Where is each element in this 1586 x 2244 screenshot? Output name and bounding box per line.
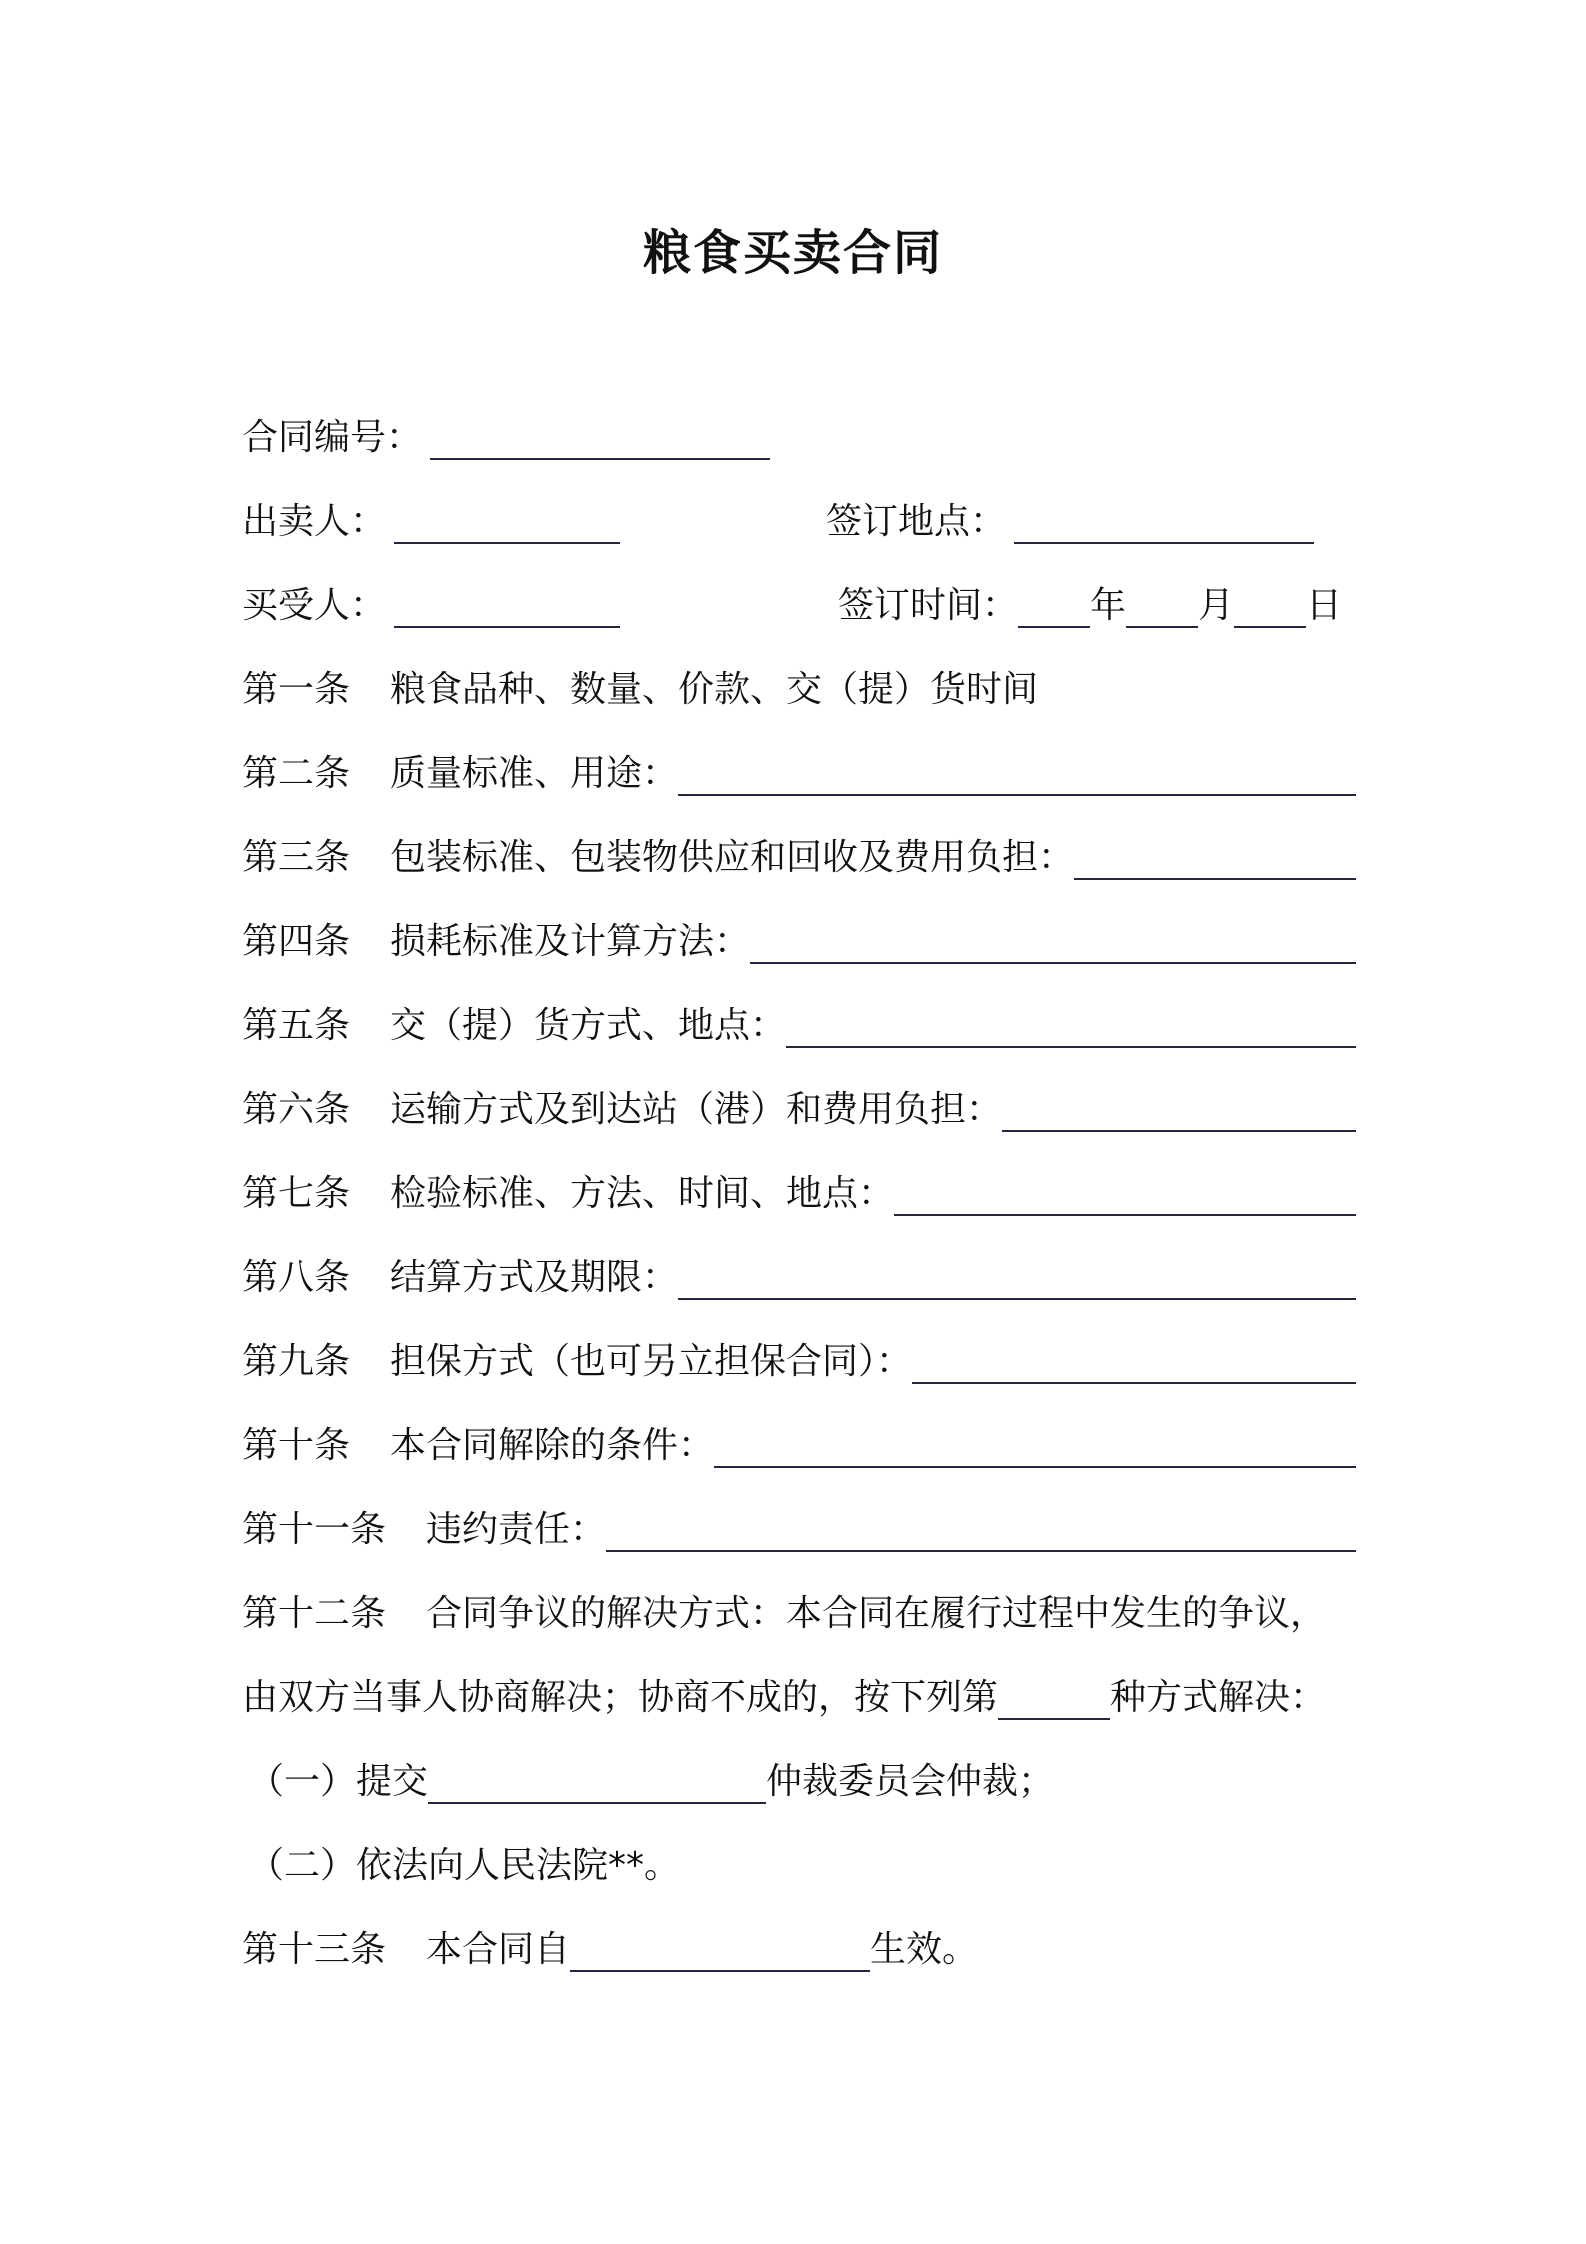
article-text: 运输方式及到达站（港）和费用负担： (390, 1089, 1003, 1130)
article-number: 第七条 (242, 1173, 351, 1214)
seller-field[interactable] (394, 500, 620, 544)
article-3 (242, 828, 1356, 888)
year-label: 年 (1090, 585, 1127, 626)
article-number: 第四条 (242, 921, 351, 962)
page-title: 粮食买卖合同 (642, 225, 943, 281)
article-2 (242, 744, 1356, 804)
sign-place-row (826, 492, 1314, 552)
article-7-field[interactable] (894, 1172, 1356, 1216)
article-number: 第三条 (242, 837, 351, 878)
article-3-field[interactable] (1074, 836, 1356, 880)
sign-month-field[interactable] (1126, 584, 1198, 628)
dispute-method-field[interactable] (998, 1676, 1110, 1720)
article-number: 第十三条 (242, 1929, 387, 1970)
sign-place-field[interactable] (1014, 500, 1314, 544)
article-12-option-1 (248, 1752, 1356, 1812)
article-11 (242, 1500, 1356, 1560)
article-12 (242, 1584, 1356, 1644)
arbitration-committee-field[interactable] (428, 1760, 766, 1804)
article-text: 违约责任： (426, 1509, 607, 1550)
month-label: 月 (1198, 585, 1235, 626)
article-number: 第五条 (242, 1005, 351, 1046)
article-number: 第十条 (242, 1425, 351, 1466)
article-12-option-2 (248, 1836, 1356, 1896)
article-text: 本合同自 (426, 1929, 571, 1970)
article-5-field[interactable] (786, 1004, 1356, 1048)
article-text: 质量标准、用途： (390, 753, 679, 794)
article-12-line-2 (242, 1668, 1356, 1728)
sign-year-field[interactable] (1018, 584, 1090, 628)
article-9-field[interactable] (912, 1340, 1356, 1384)
effective-date-field[interactable] (570, 1928, 870, 1972)
article-4 (242, 912, 1356, 972)
article-8 (242, 1248, 1356, 1308)
article-text: 由双方当事人协商解决；协商不成的，按下列第 (242, 1677, 999, 1718)
buyer-row (242, 576, 620, 636)
day-label: 日 (1306, 585, 1343, 626)
article-text: 本合同解除的条件： (390, 1425, 715, 1466)
article-1 (242, 660, 1356, 720)
option-text: 仲裁委员会仲裁； (766, 1761, 1055, 1802)
article-6 (242, 1080, 1356, 1140)
seller-row (242, 492, 620, 552)
contract-number-label: 合同编号： (242, 417, 423, 458)
article-2-field[interactable] (678, 752, 1356, 796)
article-number: 第八条 (242, 1257, 351, 1298)
sign-place-label: 签订地点： (826, 501, 1007, 542)
article-11-field[interactable] (606, 1508, 1356, 1552)
article-8-field[interactable] (678, 1256, 1356, 1300)
option-text: （一）提交 (248, 1761, 429, 1802)
article-number: 第九条 (242, 1341, 351, 1382)
article-6-field[interactable] (1002, 1088, 1356, 1132)
buyer-label: 买受人： (242, 585, 387, 626)
article-10-field[interactable] (714, 1424, 1356, 1468)
article-text: 担保方式（也可另立担保合同）： (390, 1341, 913, 1382)
article-text: 生效。 (870, 1929, 979, 1970)
article-4-field[interactable] (750, 920, 1356, 964)
article-text: 损耗标准及计算方法： (390, 921, 751, 962)
article-number: 第二条 (242, 753, 351, 794)
seller-label: 出卖人： (242, 501, 387, 542)
sign-time-label: 签订时间： (838, 585, 1019, 626)
article-text: 包装标准、包装物供应和回收及费用负担： (390, 837, 1075, 878)
article-13 (242, 1920, 1356, 1980)
article-number: 第十一条 (242, 1509, 387, 1550)
article-number: 第十二条 (242, 1593, 387, 1634)
sign-day-field[interactable] (1234, 584, 1306, 628)
article-text: 结算方式及期限： (390, 1257, 679, 1298)
article-text: 种方式解决： (1110, 1677, 1327, 1718)
article-5 (242, 996, 1356, 1056)
contract-number-row (242, 408, 770, 468)
article-10 (242, 1416, 1356, 1476)
article-text: 交（提）货方式、地点： (390, 1005, 787, 1046)
sign-time-row (838, 576, 1342, 636)
article-text: 检验标准、方法、时间、地点： (390, 1173, 895, 1214)
article-7 (242, 1164, 1356, 1224)
article-number: 第一条 (242, 669, 351, 710)
article-9 (242, 1332, 1356, 1392)
buyer-field[interactable] (394, 584, 620, 628)
option-text: （二）依法向人民法院**。 (248, 1845, 681, 1886)
article-text: 合同争议的解决方式：本合同在履行过程中发生的争议， (426, 1593, 1327, 1634)
article-number: 第六条 (242, 1089, 351, 1130)
article-text: 粮食品种、数量、价款、交（提）货时间 (390, 669, 1039, 710)
contract-number-field[interactable] (430, 416, 770, 460)
